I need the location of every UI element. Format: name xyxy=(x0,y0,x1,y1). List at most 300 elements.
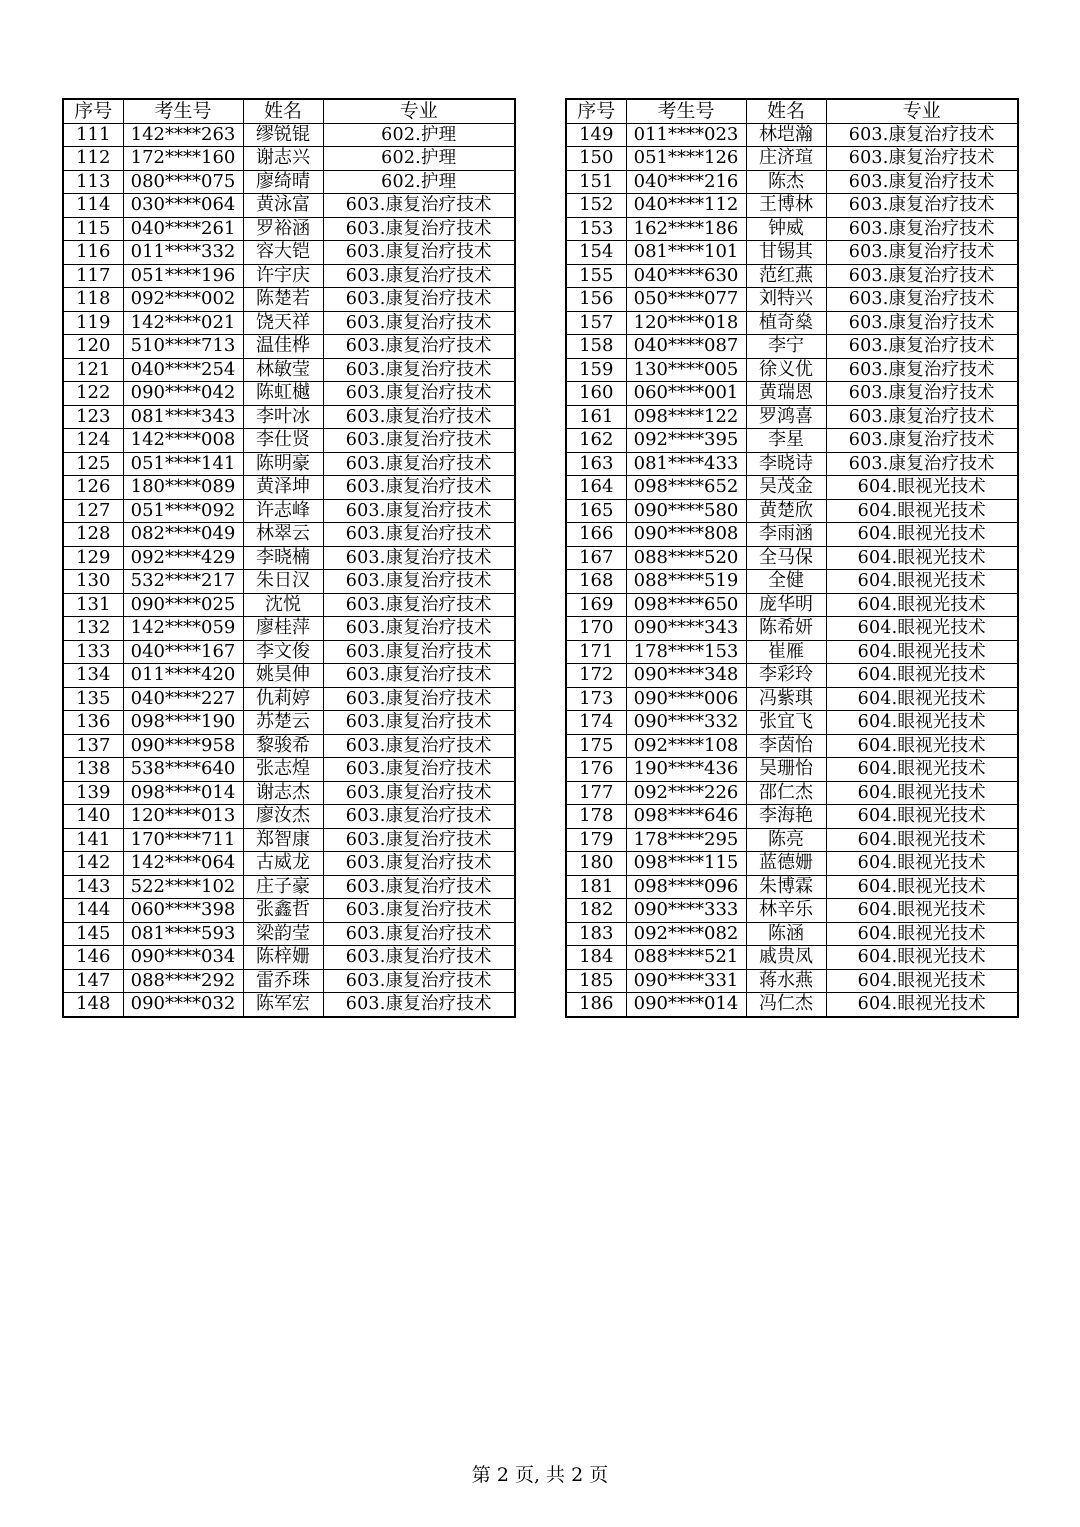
cell-name: 李宁 xyxy=(746,335,826,359)
cell-exam-no: 090****332 xyxy=(626,711,746,735)
cell-major: 603.康复治疗技术 xyxy=(323,875,515,899)
cell-exam-no: 092****226 xyxy=(626,781,746,805)
cell-name: 吴茂金 xyxy=(746,476,826,500)
cell-name: 谢志兴 xyxy=(243,147,323,171)
cell-exam-no: 011****023 xyxy=(626,123,746,147)
cell-seq: 186 xyxy=(566,993,626,1017)
cell-name: 黄楚欣 xyxy=(746,499,826,523)
table-row xyxy=(63,946,515,970)
roster-body-left xyxy=(63,123,515,1017)
cell-exam-no: 040****167 xyxy=(123,640,243,664)
cell-major: 603.康复治疗技术 xyxy=(323,781,515,805)
cell-seq: 180 xyxy=(566,852,626,876)
table-row xyxy=(63,570,515,594)
table-row xyxy=(566,546,1018,570)
cell-name: 缪锐锟 xyxy=(243,123,323,147)
table-row xyxy=(566,734,1018,758)
cell-major: 603.康复治疗技术 xyxy=(323,734,515,758)
cell-seq: 144 xyxy=(63,899,123,923)
cell-exam-no: 090****958 xyxy=(123,734,243,758)
cell-exam-no: 090****580 xyxy=(626,499,746,523)
cell-name: 陈涵 xyxy=(746,922,826,946)
cell-name: 梁韵莹 xyxy=(243,922,323,946)
cell-seq: 183 xyxy=(566,922,626,946)
cell-major: 603.康复治疗技术 xyxy=(826,241,1018,265)
cell-major: 603.康复治疗技术 xyxy=(826,382,1018,406)
table-row xyxy=(566,781,1018,805)
cell-exam-no: 040****112 xyxy=(626,194,746,218)
cell-name: 许志峰 xyxy=(243,499,323,523)
cell-name: 陈希妍 xyxy=(746,617,826,641)
cell-major: 603.康复治疗技术 xyxy=(323,241,515,265)
cell-name: 廖绮晴 xyxy=(243,170,323,194)
cell-major: 604.眼视光技术 xyxy=(826,805,1018,829)
cell-seq: 161 xyxy=(566,405,626,429)
cell-exam-no: 142****263 xyxy=(123,123,243,147)
cell-seq: 118 xyxy=(63,288,123,312)
cell-seq: 166 xyxy=(566,523,626,547)
page-number-label: 第 2 页, 共 2 页 xyxy=(471,1464,609,1486)
cell-name: 陈虹樾 xyxy=(243,382,323,406)
cell-major: 603.康复治疗技术 xyxy=(323,523,515,547)
cell-exam-no: 090****343 xyxy=(626,617,746,641)
table-row xyxy=(566,617,1018,641)
cell-name: 李仕贤 xyxy=(243,429,323,453)
cell-seq: 114 xyxy=(63,194,123,218)
cell-exam-no: 180****089 xyxy=(123,476,243,500)
cell-seq: 116 xyxy=(63,241,123,265)
cell-seq: 171 xyxy=(566,640,626,664)
header-seq: 序号 xyxy=(63,99,123,123)
cell-major: 603.康复治疗技术 xyxy=(323,687,515,711)
cell-seq: 185 xyxy=(566,969,626,993)
table-row xyxy=(63,147,515,171)
table-row xyxy=(566,875,1018,899)
cell-name: 李海艳 xyxy=(746,805,826,829)
cell-seq: 174 xyxy=(566,711,626,735)
table-row xyxy=(63,429,515,453)
header-row xyxy=(63,99,515,123)
cell-seq: 145 xyxy=(63,922,123,946)
table-row xyxy=(566,123,1018,147)
cell-exam-no: 090****014 xyxy=(626,993,746,1017)
cell-seq: 146 xyxy=(63,946,123,970)
cell-seq: 168 xyxy=(566,570,626,594)
cell-name: 庞华明 xyxy=(746,593,826,617)
cell-exam-no: 060****398 xyxy=(123,899,243,923)
cell-seq: 164 xyxy=(566,476,626,500)
cell-major: 604.眼视光技术 xyxy=(826,875,1018,899)
cell-exam-no: 081****433 xyxy=(626,452,746,476)
cell-exam-no: 088****292 xyxy=(123,969,243,993)
cell-seq: 149 xyxy=(566,123,626,147)
cell-seq: 173 xyxy=(566,687,626,711)
table-row xyxy=(566,429,1018,453)
table-row xyxy=(63,734,515,758)
cell-exam-no: 098****014 xyxy=(123,781,243,805)
cell-major: 603.康复治疗技术 xyxy=(826,358,1018,382)
cell-name: 朱博霖 xyxy=(746,875,826,899)
cell-exam-no: 081****101 xyxy=(626,241,746,265)
cell-major: 603.康复治疗技术 xyxy=(323,264,515,288)
cell-exam-no: 080****075 xyxy=(123,170,243,194)
cell-major: 603.康复治疗技术 xyxy=(826,123,1018,147)
table-row xyxy=(63,170,515,194)
cell-exam-no: 098****096 xyxy=(626,875,746,899)
cell-major: 603.康复治疗技术 xyxy=(826,264,1018,288)
table-row xyxy=(566,288,1018,312)
cell-major: 604.眼视光技术 xyxy=(826,711,1018,735)
cell-name: 苏楚云 xyxy=(243,711,323,735)
cell-major: 603.康复治疗技术 xyxy=(323,499,515,523)
cell-exam-no: 051****141 xyxy=(123,452,243,476)
cell-seq: 165 xyxy=(566,499,626,523)
cell-exam-no: 092****108 xyxy=(626,734,746,758)
cell-major: 603.康复治疗技术 xyxy=(323,335,515,359)
table-row xyxy=(566,499,1018,523)
table-row xyxy=(63,664,515,688)
table-row xyxy=(63,969,515,993)
cell-seq: 150 xyxy=(566,147,626,171)
cell-major: 604.眼视光技术 xyxy=(826,852,1018,876)
cell-major: 603.康复治疗技术 xyxy=(826,194,1018,218)
cell-major: 604.眼视光技术 xyxy=(826,687,1018,711)
cell-name: 廖桂萍 xyxy=(243,617,323,641)
cell-name: 王博林 xyxy=(746,194,826,218)
cell-seq: 119 xyxy=(63,311,123,335)
cell-name: 邵仁杰 xyxy=(746,781,826,805)
cell-seq: 128 xyxy=(63,523,123,547)
cell-major: 603.康复治疗技术 xyxy=(323,405,515,429)
cell-exam-no: 040****261 xyxy=(123,217,243,241)
table-row xyxy=(63,194,515,218)
cell-major: 604.眼视光技术 xyxy=(826,640,1018,664)
cell-name: 罗裕涵 xyxy=(243,217,323,241)
cell-seq: 157 xyxy=(566,311,626,335)
cell-major: 603.康复治疗技术 xyxy=(323,969,515,993)
table-row xyxy=(566,170,1018,194)
table-row xyxy=(566,405,1018,429)
table-row xyxy=(566,241,1018,265)
table-row xyxy=(63,805,515,829)
cell-seq: 112 xyxy=(63,147,123,171)
table-row xyxy=(63,311,515,335)
header-name: 姓名 xyxy=(746,99,826,123)
cell-exam-no: 092****002 xyxy=(123,288,243,312)
cell-seq: 181 xyxy=(566,875,626,899)
table-row xyxy=(63,288,515,312)
cell-exam-no: 098****650 xyxy=(626,593,746,617)
cell-seq: 113 xyxy=(63,170,123,194)
cell-name: 植奇燊 xyxy=(746,311,826,335)
cell-seq: 123 xyxy=(63,405,123,429)
cell-exam-no: 092****395 xyxy=(626,429,746,453)
cell-seq: 170 xyxy=(566,617,626,641)
cell-seq: 121 xyxy=(63,358,123,382)
cell-name: 林翠云 xyxy=(243,523,323,547)
table-row xyxy=(566,805,1018,829)
cell-name: 钟威 xyxy=(746,217,826,241)
cell-seq: 151 xyxy=(566,170,626,194)
cell-major: 604.眼视光技术 xyxy=(826,922,1018,946)
cell-name: 冯仁杰 xyxy=(746,993,826,1017)
table-row xyxy=(63,781,515,805)
cell-seq: 139 xyxy=(63,781,123,805)
cell-name: 蓝德姗 xyxy=(746,852,826,876)
cell-exam-no: 088****521 xyxy=(626,946,746,970)
roster-table-right xyxy=(565,98,1019,1018)
cell-seq: 142 xyxy=(63,852,123,876)
cell-exam-no: 098****190 xyxy=(123,711,243,735)
cell-seq: 140 xyxy=(63,805,123,829)
table-row xyxy=(63,523,515,547)
cell-exam-no: 040****254 xyxy=(123,358,243,382)
roster-body-right xyxy=(566,123,1018,1017)
cell-major: 603.康复治疗技术 xyxy=(323,546,515,570)
table-row xyxy=(63,758,515,782)
cell-seq: 156 xyxy=(566,288,626,312)
cell-major: 604.眼视光技术 xyxy=(826,546,1018,570)
cell-major: 602.护理 xyxy=(323,123,515,147)
cell-major: 603.康复治疗技术 xyxy=(323,452,515,476)
cell-major: 604.眼视光技术 xyxy=(826,476,1018,500)
cell-exam-no: 098****115 xyxy=(626,852,746,876)
cell-seq: 155 xyxy=(566,264,626,288)
table-row xyxy=(63,217,515,241)
cell-seq: 134 xyxy=(63,664,123,688)
cell-exam-no: 172****160 xyxy=(123,147,243,171)
cell-name: 黄瑞恩 xyxy=(746,382,826,406)
cell-seq: 115 xyxy=(63,217,123,241)
cell-seq: 177 xyxy=(566,781,626,805)
table-row xyxy=(63,922,515,946)
cell-name: 崔雁 xyxy=(746,640,826,664)
cell-exam-no: 040****227 xyxy=(123,687,243,711)
cell-name: 林辛乐 xyxy=(746,899,826,923)
cell-major: 603.康复治疗技术 xyxy=(323,922,515,946)
cell-name: 林垲瀚 xyxy=(746,123,826,147)
table-row xyxy=(63,335,515,359)
cell-seq: 182 xyxy=(566,899,626,923)
cell-exam-no: 011****332 xyxy=(123,241,243,265)
table-row xyxy=(566,264,1018,288)
cell-seq: 159 xyxy=(566,358,626,382)
table-row xyxy=(566,664,1018,688)
table-row xyxy=(566,946,1018,970)
table-row xyxy=(63,993,515,1017)
header-seq: 序号 xyxy=(566,99,626,123)
cell-major: 603.康复治疗技术 xyxy=(323,805,515,829)
cell-seq: 141 xyxy=(63,828,123,852)
table-row xyxy=(63,123,515,147)
cell-major: 604.眼视光技术 xyxy=(826,758,1018,782)
cell-exam-no: 120****018 xyxy=(626,311,746,335)
cell-major: 604.眼视光技术 xyxy=(826,570,1018,594)
cell-major: 603.康复治疗技术 xyxy=(826,452,1018,476)
cell-name: 林敏莹 xyxy=(243,358,323,382)
table-row xyxy=(566,758,1018,782)
table-row xyxy=(63,476,515,500)
cell-seq: 122 xyxy=(63,382,123,406)
cell-major: 603.康复治疗技术 xyxy=(826,288,1018,312)
cell-name: 李叶冰 xyxy=(243,405,323,429)
cell-seq: 133 xyxy=(63,640,123,664)
cell-seq: 117 xyxy=(63,264,123,288)
cell-exam-no: 538****640 xyxy=(123,758,243,782)
cell-seq: 120 xyxy=(63,335,123,359)
cell-name: 饶天祥 xyxy=(243,311,323,335)
header-name: 姓名 xyxy=(243,99,323,123)
cell-seq: 127 xyxy=(63,499,123,523)
cell-major: 603.康复治疗技术 xyxy=(323,382,515,406)
cell-exam-no: 090****034 xyxy=(123,946,243,970)
cell-seq: 154 xyxy=(566,241,626,265)
cell-major: 604.眼视光技术 xyxy=(826,734,1018,758)
cell-major: 603.康复治疗技术 xyxy=(323,570,515,594)
cell-exam-no: 098****646 xyxy=(626,805,746,829)
cell-exam-no: 098****122 xyxy=(626,405,746,429)
table-row xyxy=(566,335,1018,359)
table-row xyxy=(63,711,515,735)
cell-name: 李晓诗 xyxy=(746,452,826,476)
cell-seq: 148 xyxy=(63,993,123,1017)
cell-name: 陈杰 xyxy=(746,170,826,194)
cell-seq: 175 xyxy=(566,734,626,758)
cell-name: 冯紫琪 xyxy=(746,687,826,711)
cell-exam-no: 090****032 xyxy=(123,993,243,1017)
cell-exam-no: 060****001 xyxy=(626,382,746,406)
cell-major: 604.眼视光技术 xyxy=(826,946,1018,970)
cell-name: 李雨涵 xyxy=(746,523,826,547)
header-major: 专业 xyxy=(323,99,515,123)
cell-name: 李彩玲 xyxy=(746,664,826,688)
cell-name: 庄济瑄 xyxy=(746,147,826,171)
cell-name: 张鑫哲 xyxy=(243,899,323,923)
cell-exam-no: 040****216 xyxy=(626,170,746,194)
table-row xyxy=(63,899,515,923)
cell-major: 602.护理 xyxy=(323,170,515,194)
cell-major: 603.康复治疗技术 xyxy=(323,288,515,312)
cell-exam-no: 190****436 xyxy=(626,758,746,782)
cell-major: 603.康复治疗技术 xyxy=(323,311,515,335)
table-row xyxy=(566,311,1018,335)
cell-seq: 111 xyxy=(63,123,123,147)
header-exam-no: 考生号 xyxy=(626,99,746,123)
table-row xyxy=(63,640,515,664)
cell-major: 603.康复治疗技术 xyxy=(826,170,1018,194)
cell-name: 甘锡其 xyxy=(746,241,826,265)
cell-name: 刘特兴 xyxy=(746,288,826,312)
cell-major: 603.康复治疗技术 xyxy=(323,429,515,453)
cell-seq: 126 xyxy=(63,476,123,500)
cell-major: 603.康复治疗技术 xyxy=(323,617,515,641)
table-row xyxy=(63,499,515,523)
cell-seq: 131 xyxy=(63,593,123,617)
cell-major: 604.眼视光技术 xyxy=(826,899,1018,923)
header-exam-no: 考生号 xyxy=(123,99,243,123)
cell-name: 戚贵凤 xyxy=(746,946,826,970)
table-row xyxy=(566,593,1018,617)
cell-seq: 125 xyxy=(63,452,123,476)
table-row xyxy=(63,875,515,899)
cell-name: 仇莉婷 xyxy=(243,687,323,711)
cell-exam-no: 142****021 xyxy=(123,311,243,335)
cell-major: 603.康复治疗技术 xyxy=(826,405,1018,429)
cell-seq: 162 xyxy=(566,429,626,453)
cell-exam-no: 522****102 xyxy=(123,875,243,899)
cell-exam-no: 092****082 xyxy=(626,922,746,946)
table-row xyxy=(566,523,1018,547)
cell-name: 谢志杰 xyxy=(243,781,323,805)
cell-seq: 124 xyxy=(63,429,123,453)
cell-major: 603.康复治疗技术 xyxy=(323,640,515,664)
cell-exam-no: 040****087 xyxy=(626,335,746,359)
cell-name: 张志煌 xyxy=(243,758,323,782)
table-row xyxy=(566,570,1018,594)
cell-seq: 147 xyxy=(63,969,123,993)
cell-seq: 158 xyxy=(566,335,626,359)
table-row xyxy=(566,828,1018,852)
table-row xyxy=(63,382,515,406)
cell-name: 陈亮 xyxy=(746,828,826,852)
cell-seq: 129 xyxy=(63,546,123,570)
table-row xyxy=(566,687,1018,711)
cell-exam-no: 120****013 xyxy=(123,805,243,829)
cell-exam-no: 088****520 xyxy=(626,546,746,570)
table-row xyxy=(566,993,1018,1017)
cell-major: 604.眼视光技术 xyxy=(826,781,1018,805)
table-row xyxy=(63,593,515,617)
table-row xyxy=(63,852,515,876)
cell-name: 黎骏希 xyxy=(243,734,323,758)
cell-seq: 132 xyxy=(63,617,123,641)
cell-seq: 163 xyxy=(566,452,626,476)
cell-name: 郑智康 xyxy=(243,828,323,852)
cell-name: 庄子豪 xyxy=(243,875,323,899)
cell-name: 古威龙 xyxy=(243,852,323,876)
cell-exam-no: 090****025 xyxy=(123,593,243,617)
cell-name: 黄泽坤 xyxy=(243,476,323,500)
cell-exam-no: 090****808 xyxy=(626,523,746,547)
cell-major: 603.康复治疗技术 xyxy=(323,358,515,382)
cell-seq: 135 xyxy=(63,687,123,711)
cell-seq: 138 xyxy=(63,758,123,782)
cell-name: 沈悦 xyxy=(243,593,323,617)
cell-exam-no: 090****348 xyxy=(626,664,746,688)
cell-name: 李茵怡 xyxy=(746,734,826,758)
cell-exam-no: 510****713 xyxy=(123,335,243,359)
cell-seq: 172 xyxy=(566,664,626,688)
cell-exam-no: 532****217 xyxy=(123,570,243,594)
cell-exam-no: 051****196 xyxy=(123,264,243,288)
cell-name: 李星 xyxy=(746,429,826,453)
table-row xyxy=(566,147,1018,171)
table-row xyxy=(566,922,1018,946)
cell-name: 廖汝杰 xyxy=(243,805,323,829)
cell-exam-no: 081****343 xyxy=(123,405,243,429)
cell-seq: 160 xyxy=(566,382,626,406)
cell-exam-no: 050****077 xyxy=(626,288,746,312)
cell-seq: 184 xyxy=(566,946,626,970)
cell-major: 604.眼视光技术 xyxy=(826,664,1018,688)
cell-major: 603.康复治疗技术 xyxy=(323,217,515,241)
table-row xyxy=(63,452,515,476)
table-row xyxy=(566,194,1018,218)
cell-major: 603.康复治疗技术 xyxy=(323,476,515,500)
cell-seq: 136 xyxy=(63,711,123,735)
table-row xyxy=(63,687,515,711)
cell-exam-no: 082****049 xyxy=(123,523,243,547)
